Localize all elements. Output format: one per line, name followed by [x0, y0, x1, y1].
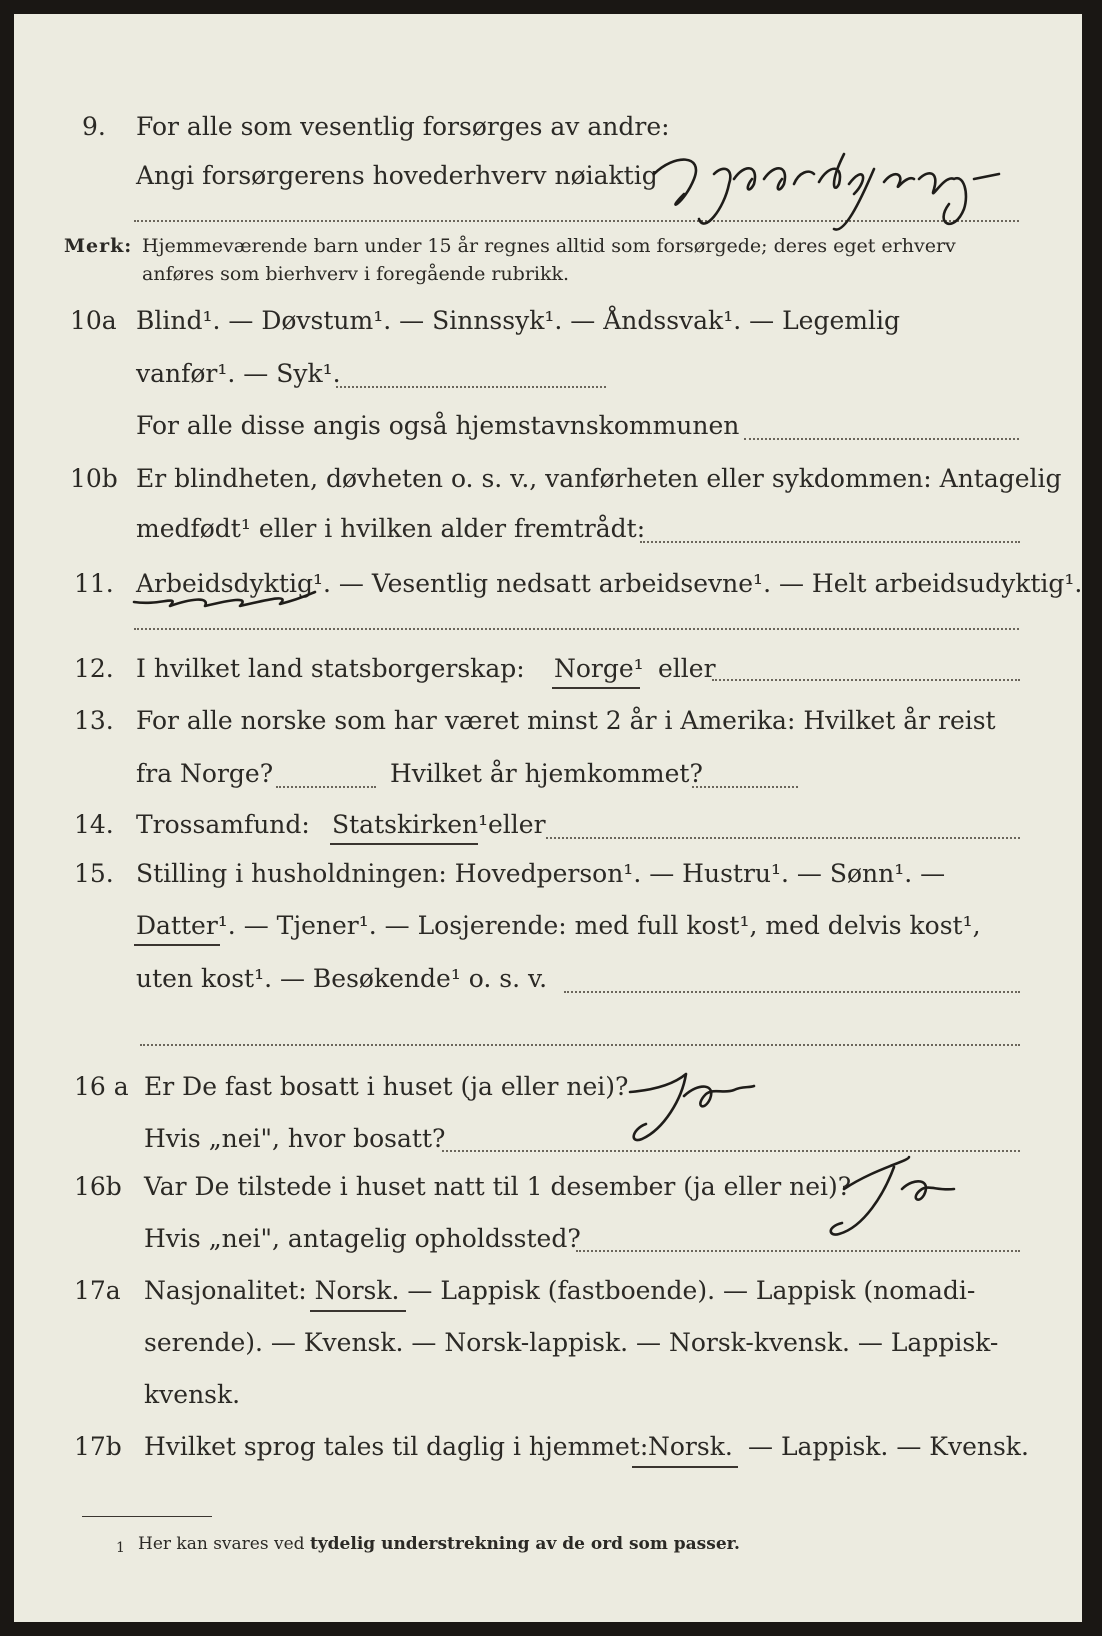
- footnote-rule: [82, 1516, 212, 1517]
- q15-line1: Stilling i husholdningen: Hovedperson¹. — Hustru¹. — Sønn¹. —: [136, 859, 946, 888]
- q15-answer-line: [140, 1044, 1020, 1046]
- q10a-line2-fill: [336, 386, 606, 388]
- q15-number: 15.: [74, 859, 114, 888]
- q13-reist-line: [276, 786, 376, 788]
- q17a-norsk-underline: [310, 1310, 406, 1312]
- q17b-norsk-underline: [632, 1466, 738, 1468]
- q14-line1: Trossamfund:: [136, 810, 310, 839]
- q17b-number: 17b: [74, 1432, 122, 1461]
- q15-datter-underline: [134, 944, 220, 946]
- footnote-text-plain: Her kan svares ved: [138, 1534, 305, 1554]
- q10a-line2: vanfør¹. — Syk¹.: [136, 359, 341, 388]
- q13-line1: For alle norske som har været minst 2 år i Amerika: Hvilket år reist: [136, 706, 996, 735]
- q9-line2: Angi forsørgerens hovederhverv nøiaktig: [136, 161, 658, 190]
- footnote-text-bold: tydelig understrekning av de ord som passer.: [309, 1534, 740, 1554]
- q10b-line1: Er blindheten, døvheten o. s. v., vanførheten eller sykdommen: Antagelig: [136, 464, 1062, 493]
- merk-line1: Hjemmeværende barn under 15 år regnes alltid som forsørgede; deres eget erhverv: [142, 235, 956, 257]
- q11-answer-line: [134, 628, 1019, 630]
- q17a-number: 17a: [74, 1276, 121, 1305]
- q16a-line1: Er De fast bosatt i huset (ja eller nei)?: [144, 1072, 629, 1101]
- q14-answer-line: [546, 837, 1020, 839]
- q10b-line2: medfødt¹ eller i hvilken alder fremtrådt:: [136, 514, 646, 543]
- q13-line2b: Hvilket år hjemkommet?: [390, 759, 703, 788]
- q11-line1: Arbeidsdyktig¹. — Vesentlig nedsatt arbeidsevne¹. — Helt arbeidsudyktig¹.: [136, 569, 1083, 598]
- q16b-answer-line: [576, 1250, 1020, 1252]
- q12-tail: eller: [658, 654, 716, 683]
- q17a-line3: kvensk.: [144, 1380, 241, 1409]
- q12-norge-underline: [552, 687, 640, 689]
- q14-tail: eller: [488, 810, 546, 839]
- merk-line2: anføres som bierhverv i foregående rubrikk.: [142, 263, 570, 285]
- footnote-mark: 1: [116, 1540, 125, 1556]
- q12-line1: I hvilket land statsborgerskap:: [136, 654, 525, 683]
- q16b-number: 16b: [74, 1172, 122, 1201]
- q10b-line2-fill: [640, 541, 1020, 543]
- q9-handwritten-answer: [644, 134, 1014, 244]
- q17b-line1: Hvilket sprog tales til daglig i hjemmet:: [144, 1432, 649, 1461]
- q14-option-statskirken: Statskirken¹: [332, 810, 489, 839]
- q17b-option-norsk: Norsk.: [648, 1432, 733, 1461]
- q10a-number: 10a: [70, 306, 117, 335]
- q9-line1: For alle som vesentlig forsørges av andre:: [136, 112, 670, 141]
- q12-answer-line: [712, 679, 1020, 681]
- q16b-handwritten-ja: [814, 1149, 984, 1244]
- q9-number: 9.: [82, 112, 106, 141]
- q13-line2a: fra Norge?: [136, 759, 274, 788]
- q16b-line2: Hvis „nei", antagelig opholdssted?: [144, 1224, 581, 1253]
- q16a-number: 16 a: [74, 1072, 129, 1101]
- q17a-line2: serende). — Kvensk. — Norsk-lappisk. — Norsk-kvensk. — Lappisk-: [144, 1328, 999, 1357]
- q15-line3: uten kost¹. — Besøkende¹ o. s. v.: [136, 964, 548, 993]
- q16a-line2: Hvis „nei", hvor bosatt?: [144, 1124, 446, 1153]
- q14-number: 14.: [74, 810, 114, 839]
- merk-label: Merk:: [64, 235, 133, 257]
- q15-line3-fill: [564, 991, 1020, 993]
- q13-hjemkommet-line: [692, 786, 798, 788]
- q16a-handwritten-ja: [624, 1054, 774, 1154]
- q10a-line1: Blind¹. — Døvstum¹. — Sinnssyk¹. — Åndssvak¹. — Legemlig: [136, 306, 900, 335]
- q13-number: 13.: [74, 706, 114, 735]
- q10a-line3-fill: [744, 438, 1019, 440]
- q14-statskirken-underline: [330, 843, 478, 845]
- q10a-line3: For alle disse angis også hjemstavnskommunen: [136, 411, 740, 440]
- q11-number: 11.: [74, 569, 114, 598]
- q17b-tail: — Lappisk. — Kvensk.: [748, 1432, 1029, 1461]
- q16b-line1: Var De tilstede i huset natt til 1 desember (ja eller nei)?: [144, 1172, 852, 1201]
- footnote-text: [138, 1532, 740, 1556]
- q15-line2: Datter¹. — Tjener¹. — Losjerende: med full kost¹, med delvis kost¹,: [136, 911, 981, 940]
- q12-number: 12.: [74, 654, 114, 683]
- q10b-number: 10b: [70, 464, 118, 493]
- q11-underline-mark: [130, 584, 330, 614]
- q17a-line1: Nasjonalitet: Norsk. — Lappisk (fastboende). — Lappisk (nomadi-: [144, 1276, 976, 1305]
- census-form-page: [14, 14, 1082, 1622]
- q12-option-norge: Norge¹: [554, 654, 644, 683]
